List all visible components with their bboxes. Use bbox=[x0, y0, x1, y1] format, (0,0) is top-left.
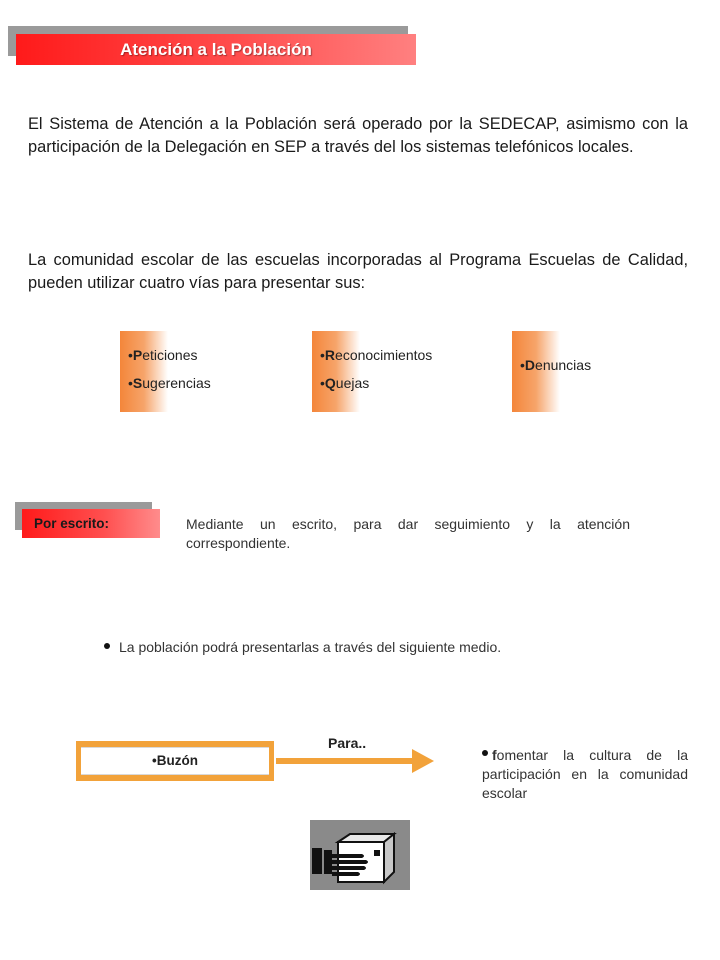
result-text: fomentar la cultura de la participación en la comunidad escolar bbox=[482, 747, 688, 801]
por-escrito-label: Por escrito: bbox=[22, 509, 160, 538]
category-item-sugerencias: •Sugerencias bbox=[128, 375, 211, 391]
category-item-peticiones: •Peticiones bbox=[128, 347, 198, 363]
category-items bbox=[320, 345, 432, 401]
bullet-icon bbox=[104, 643, 110, 649]
category-item-quejas: •Quejas bbox=[320, 375, 370, 391]
intro-paragraph: El Sistema de Atención a la Población será operado por la SEDECAP, asimismo con la participación de la Delegación en SEP a través del los sistemas telefónicos locales. bbox=[28, 115, 688, 156]
bullet-line bbox=[104, 639, 501, 655]
mailbox-hand-svg bbox=[310, 820, 410, 890]
arrow-right-icon bbox=[276, 746, 436, 776]
category-box-1 bbox=[120, 331, 290, 412]
buzon-label: •Buzón bbox=[81, 747, 269, 775]
category-item-reconocimientos: •Reconocimientos bbox=[320, 347, 433, 363]
por-escrito-description: Mediante un escrito, para dar seguimiento y la atención correspondiente. bbox=[186, 516, 630, 551]
bullet-icon bbox=[482, 750, 488, 756]
category-items bbox=[520, 355, 591, 383]
page-title: Atención a la Población bbox=[16, 34, 416, 65]
category-item-denuncias: •Denuncias bbox=[520, 357, 592, 373]
mailbox-hand-icon bbox=[310, 820, 410, 890]
category-box-3 bbox=[512, 331, 652, 412]
arrow-label: Para.. bbox=[328, 735, 367, 751]
category-items bbox=[128, 345, 211, 401]
category-box-2 bbox=[312, 331, 492, 412]
bullet-text: La población podrá presentarlas a través del siguiente medio. bbox=[119, 639, 502, 655]
buzon-box bbox=[76, 741, 274, 781]
channels-paragraph: La comunidad escolar de las escuelas incorporadas al Programa Escuelas de Calidad, pueden utilizar cuatro vías para presentar sus: bbox=[28, 251, 688, 292]
